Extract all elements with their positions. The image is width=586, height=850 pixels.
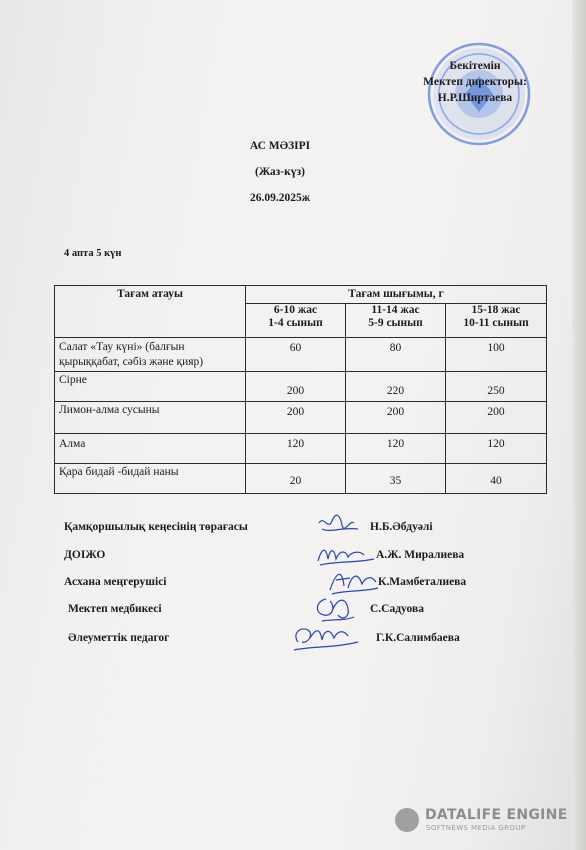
menu-date: 26.09.2025ж [249, 192, 311, 204]
watermark [395, 806, 575, 836]
signatory-role: Мектеп медбикесі [68, 603, 162, 615]
signature-row [64, 549, 544, 571]
yield-cell: 120 [446, 434, 547, 464]
signature-row [64, 521, 544, 543]
column-header-yield: Тағам шығымы, г [246, 286, 547, 304]
approval-line: Бекітемін [449, 60, 501, 72]
signatory-name: Г.К.Салимбаева [376, 632, 460, 644]
signatory-role: Әлеуметтік педагог [68, 632, 170, 644]
dish-name: Салат «Тау күні» (балғын қырыққабат, сәбіз және қияр) [55, 338, 246, 372]
signatory-role: Қамқоршылық кеңесінің төрағасы [64, 521, 248, 533]
page-edge [572, 0, 586, 850]
yield-cell: 35 [346, 464, 446, 494]
signatory-role: Асхана меңгерушісі [64, 576, 167, 588]
menu-table [54, 285, 547, 494]
dish-name: Сірне [55, 372, 246, 402]
approval-director-name: Н.Р.Ширтаева [437, 92, 513, 104]
yield-cell: 200 [246, 402, 346, 434]
approval-position: Мектеп директоры: [423, 76, 527, 88]
table-row [55, 372, 547, 402]
yield-cell: 200 [446, 402, 547, 434]
yield-cell: 250 [446, 372, 547, 402]
signatory-role: ДОІЖО [64, 549, 106, 561]
signature-row [64, 576, 544, 598]
yield-cell: 80 [346, 338, 446, 372]
age-group-header: 15-18 жас 10-11 сынып [446, 304, 547, 338]
yield-cell: 220 [346, 372, 446, 402]
handwritten-signature [290, 620, 360, 656]
yield-cell: 120 [246, 434, 346, 464]
table-row [55, 338, 547, 372]
signature-row [68, 632, 548, 654]
yield-cell: 60 [246, 338, 346, 372]
dish-name: Қара бидай -бидай наны [55, 464, 246, 494]
season-subtitle: (Жаз-күз) [255, 166, 305, 178]
signatory-name: А.Ж. Миралиева [376, 549, 465, 561]
handwritten-signature [316, 511, 362, 541]
page-title: АС МӘЗІРІ [249, 140, 311, 152]
age-group-header: 11-14 жас 5-9 сынып [346, 304, 446, 338]
table-row [55, 464, 547, 494]
yield-cell: 40 [446, 464, 547, 494]
table-row [55, 402, 547, 434]
yield-cell: 20 [246, 464, 346, 494]
table-row [55, 434, 547, 464]
week-day-label: 4 апта 5 күн [64, 248, 122, 259]
watermark-subtitle: SOFTNEWS MEDIA GROUP [426, 824, 526, 832]
yield-cell: 120 [346, 434, 446, 464]
watermark-brand: DATALIFE ENGINE [425, 807, 568, 823]
dish-name: Алма [55, 434, 246, 464]
age-group-header: 6-10 жас 1-4 сынып [246, 304, 346, 338]
yield-cell: 200 [346, 402, 446, 434]
yield-cell: 200 [246, 372, 346, 402]
brand-logo-icon [395, 808, 419, 832]
approval-block [405, 58, 545, 106]
signatory-name: Н.Б.Әбдуәлі [370, 521, 433, 533]
column-header-dish: Тағам атауы [55, 286, 246, 338]
signatory-name: С.Садуова [370, 603, 424, 615]
yield-cell: 100 [446, 338, 547, 372]
signatory-name: К.Мамбеталиева [378, 576, 467, 588]
dish-name: Лимон-алма сусыны [55, 402, 246, 434]
